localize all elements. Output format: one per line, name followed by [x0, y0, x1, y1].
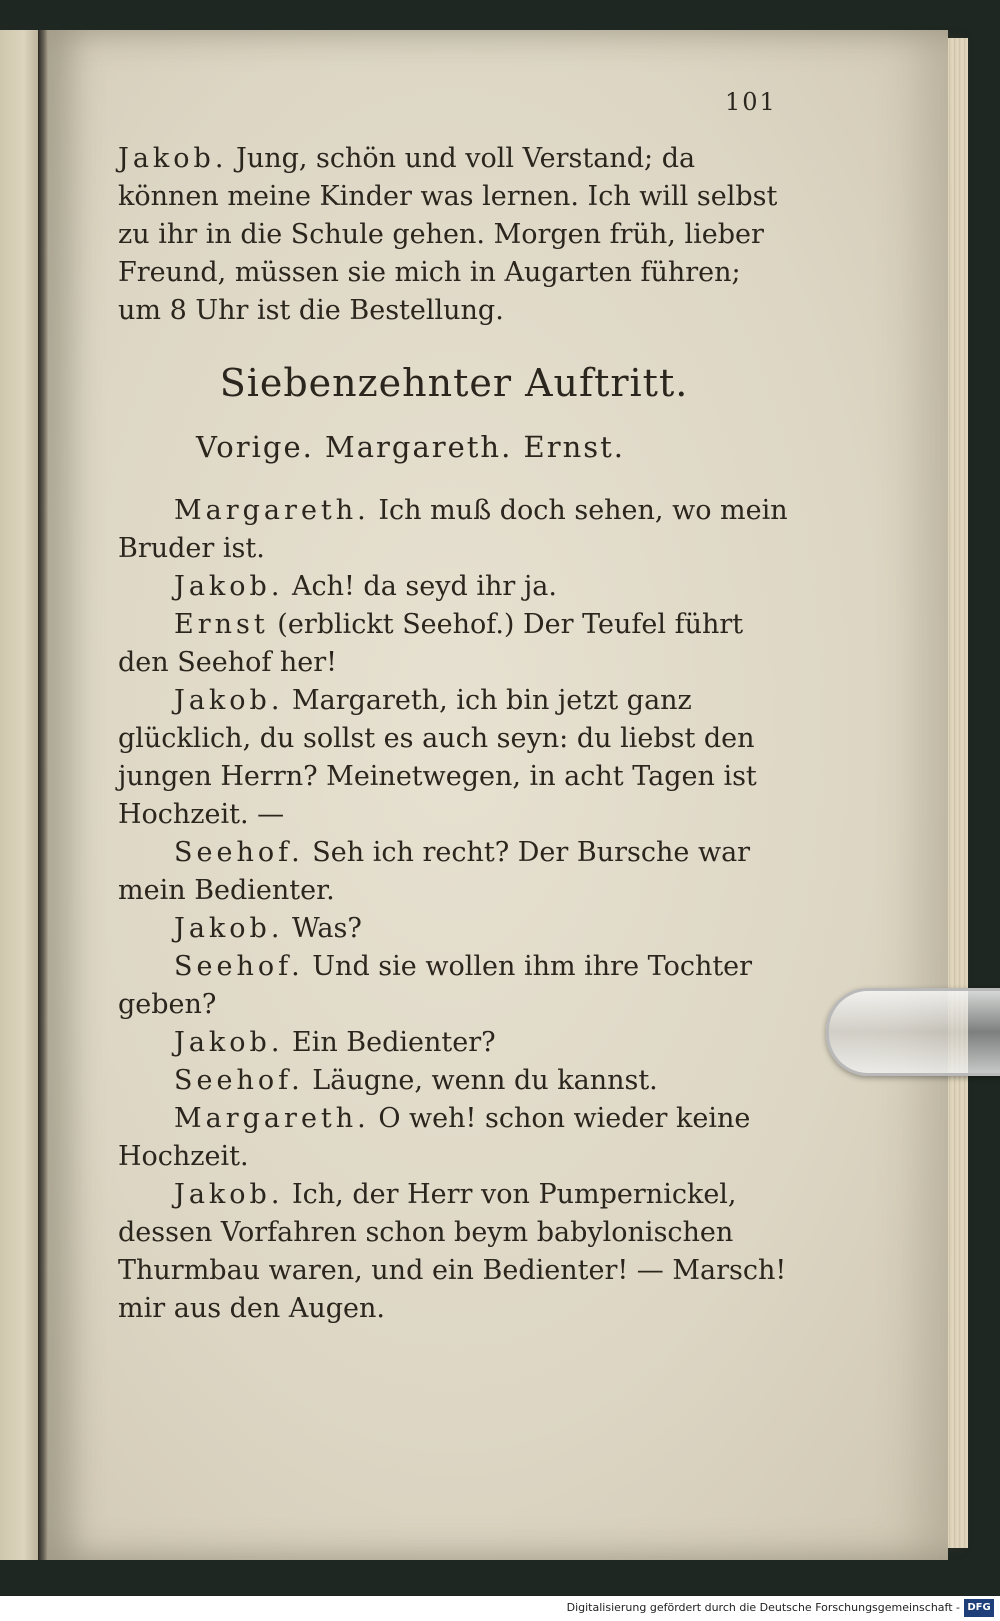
speaker-name: Margareth. — [174, 1103, 370, 1134]
stage-direction — [196, 428, 790, 466]
speaker-name: Jakob. — [118, 143, 228, 174]
speech-text: Ich, der Herr von Pumpernickel, dessen Vorfahren schon beym babylonischen Thurmbau waren, und ein Bedienter! — Marsch! mir aus den Augen. — [118, 1179, 787, 1324]
opening-paragraph — [118, 140, 790, 330]
speech-text: Jung, schön und voll Verstand; da können meine Kinder was lernen. Ich will selbst zu ihr in die Schule gehen. Morgen früh, lieber Freund, müssen sie mich in Augarten führen; um 8 Uhr ist die Bestellung. — [118, 143, 778, 326]
speech-text: Seh ich recht? Der Bursche war mein Bedienter. — [118, 837, 751, 906]
dfg-logo: DFG — [964, 1599, 994, 1617]
page-holder-clip — [826, 988, 1000, 1076]
dialogue-line — [118, 682, 790, 834]
dialogue-line — [118, 1100, 790, 1176]
dialogue-line — [118, 568, 790, 606]
speech-text: Ach! da seyd ihr ja. — [283, 571, 557, 602]
speech-text: Ein Bedienter? — [283, 1027, 496, 1058]
speaker-name: Seehof. — [174, 837, 304, 868]
speaker-name: Ernst — [174, 609, 269, 640]
speaker-name: Jakob. — [174, 1179, 284, 1210]
dialogue-line — [118, 492, 790, 568]
speech-text: Läugne, wenn du kannst. — [303, 1065, 658, 1096]
speech-text: Ich muß doch sehen, wo mein Bruder ist. — [118, 495, 788, 564]
dialogue-line — [118, 910, 790, 948]
footer-bar — [0, 1596, 1000, 1621]
speaker-name: Jakob. — [174, 571, 284, 602]
speech-text: Und sie wollen ihm ihre Tochter geben? — [118, 951, 753, 1020]
dialogue-line — [118, 606, 790, 682]
speaker-name: Margareth. — [174, 495, 370, 526]
dialogue-line — [118, 1062, 790, 1100]
dialogue-line — [118, 834, 790, 910]
page-text — [118, 140, 790, 1328]
speaker-name: Seehof. — [174, 1065, 304, 1096]
speaker-name: Seehof. — [174, 951, 304, 982]
dialogue-line — [118, 948, 790, 1024]
speaker-name: Jakob. — [174, 1027, 284, 1058]
speech-text: Margareth, ich bin jetzt ganz glücklich, du sollst es auch seyn: du liebst den jungen Herrn? Meinetwegen, in acht Tagen ist Hochzeit. — — [118, 685, 757, 830]
left-page-edge — [0, 30, 40, 1560]
page-number: 101 — [725, 88, 777, 116]
funding-credit: Digitalisierung gefördert durch die Deutsche Forschungsgemeinschaft - — [566, 1601, 960, 1614]
speaker-name: Jakob. — [174, 913, 284, 944]
dialogue-line — [118, 1024, 790, 1062]
speaker-name: Jakob. — [174, 685, 284, 716]
dialogue-line — [118, 1176, 790, 1328]
speech-text: O weh! schon wieder keine Hochzeit. — [118, 1103, 751, 1172]
speech-text: Was? — [283, 913, 362, 944]
speech-text: (erblickt Seehof.) Der Teufel führt den Seehof her! — [118, 609, 744, 678]
stage-direction-text: Vorige. Margareth. Ernst. — [196, 430, 625, 464]
scene-heading: Siebenzehnter Auftritt. — [219, 361, 689, 405]
